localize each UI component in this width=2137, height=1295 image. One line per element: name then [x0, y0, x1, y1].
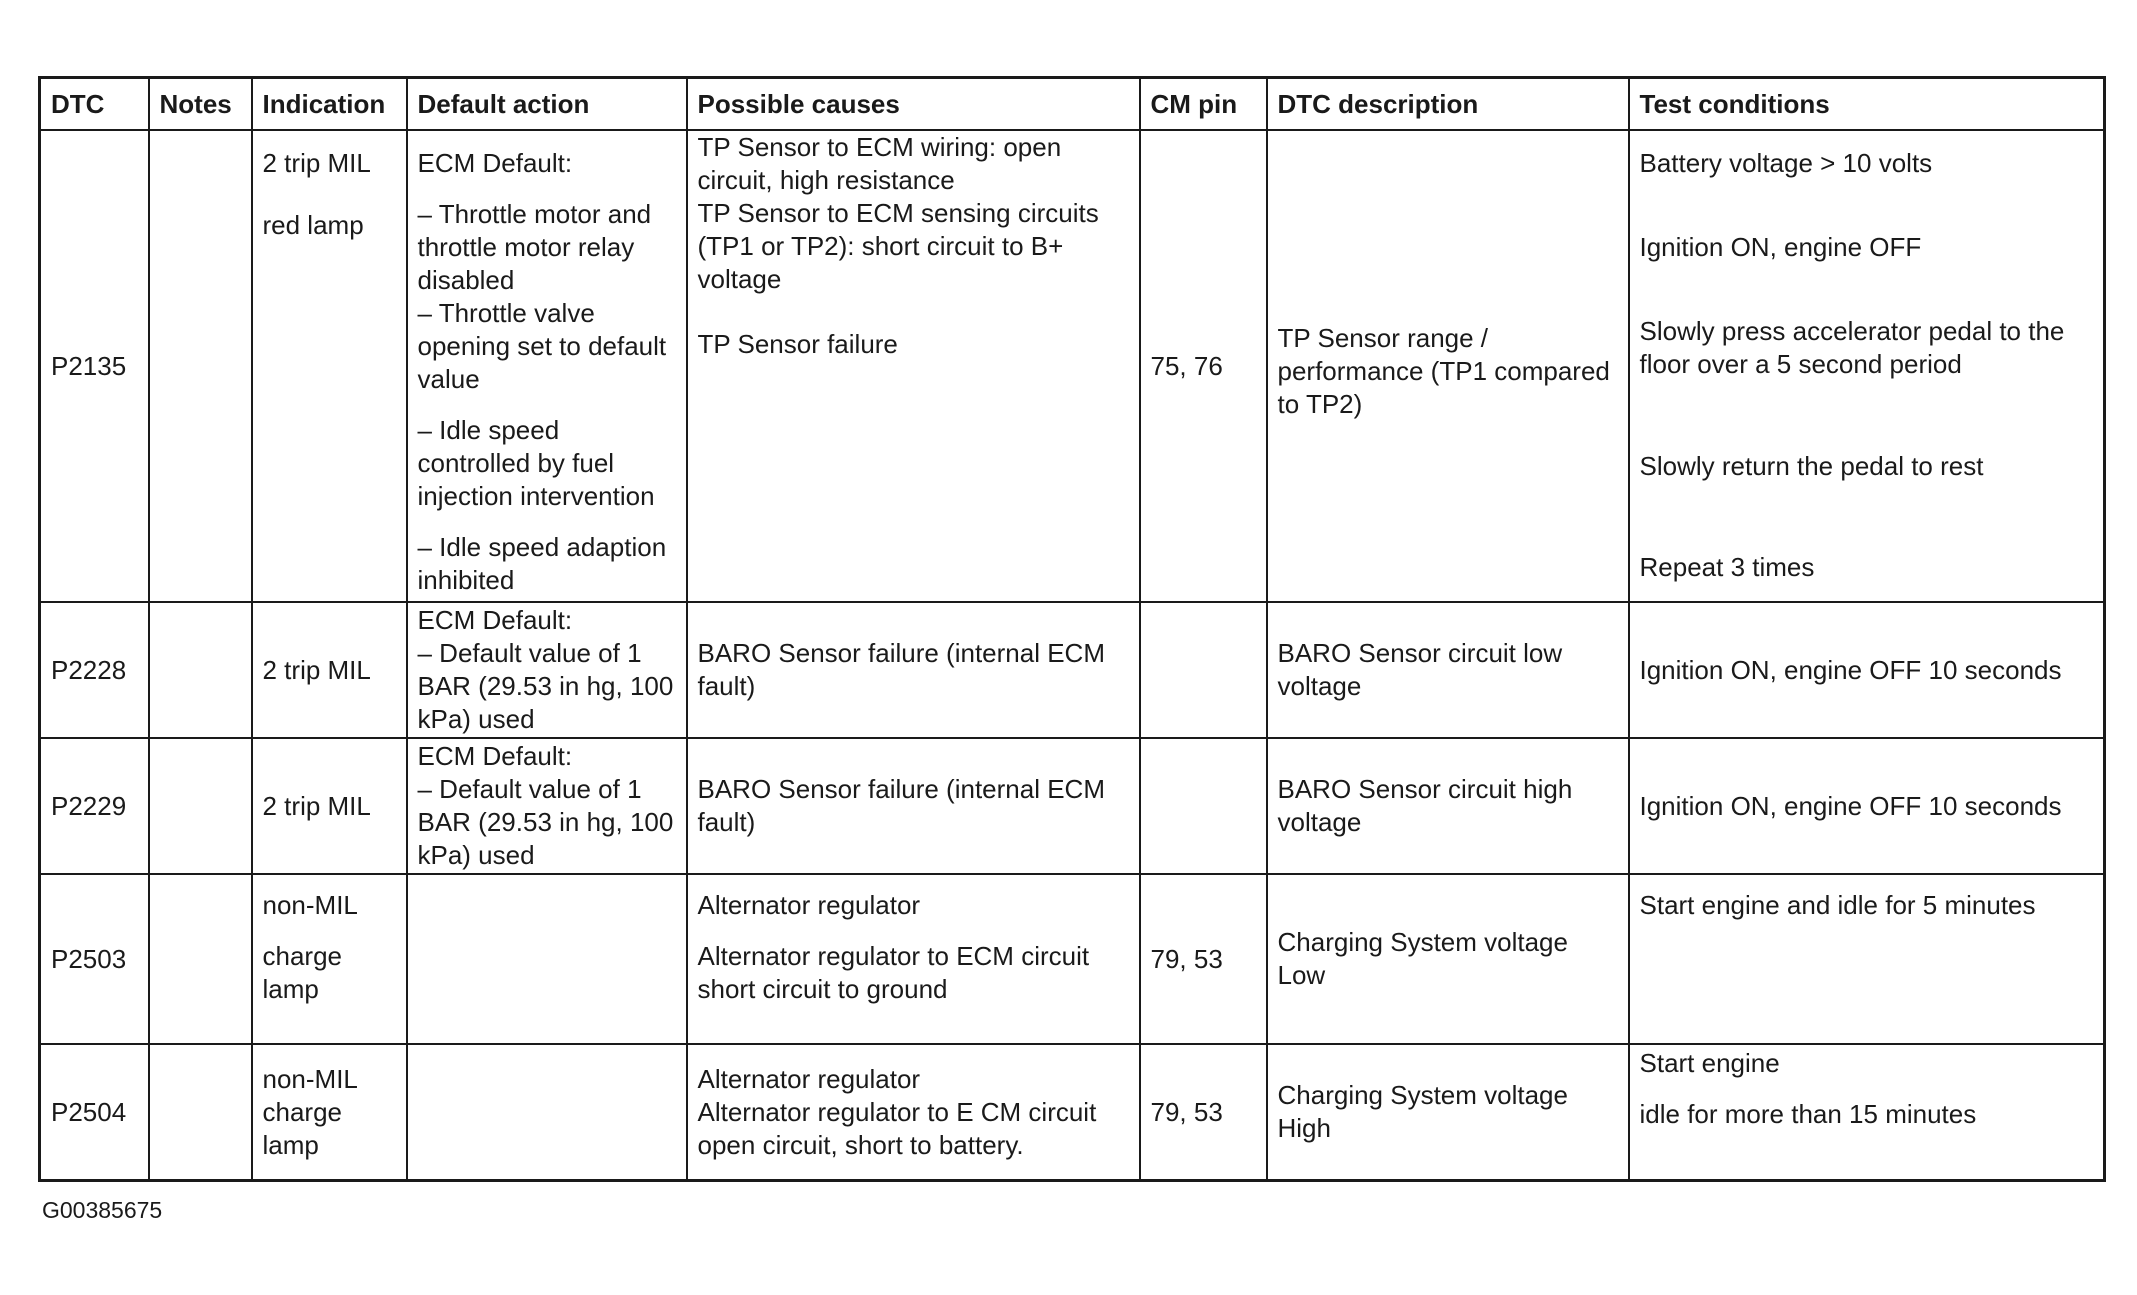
possible-causes-cell: BARO Sensor failure (internal ECM fault) [687, 602, 1140, 738]
default-action-line: – Idle speed controlled by fuel injection intervention [417, 415, 655, 511]
test-condition-line: Battery voltage > 10 volts [1639, 148, 1933, 178]
dtc-code: P2503 [40, 874, 149, 1044]
default-action-line: – Throttle valve opening set to default value [417, 298, 667, 394]
col-header-indication: Indication [252, 78, 407, 131]
dtc-table [38, 76, 2106, 1182]
test-conditions-cell: Start engine and idle for 5 minutes [1629, 874, 2105, 1044]
indication-line: red lamp [262, 210, 364, 240]
indication-line: charge lamp [262, 941, 342, 1005]
cm-pin-cell [1140, 738, 1267, 874]
indication-line: 2 trip MIL [262, 148, 371, 178]
figure-id: G00385675 [42, 1197, 163, 1223]
test-conditions-cell [1629, 1044, 2105, 1180]
cm-pin-cell [1140, 602, 1267, 738]
dtc-description-cell: TP Sensor range / performance (TP1 compared to TP2) [1267, 130, 1629, 602]
default-action-cell [407, 130, 687, 602]
possible-cause-line: TP Sensor failure [697, 329, 898, 359]
col-header-notes: Notes [149, 78, 252, 131]
default-action-line: – Default value of 1 BAR (29.53 in hg, 100 kPa) used [417, 774, 674, 871]
indication-cell: 2 trip MIL [252, 738, 407, 874]
notes-cell [149, 1044, 252, 1180]
indication-cell: 2 trip MIL [252, 602, 407, 738]
dtc-code: P2228 [40, 602, 149, 738]
cm-pin-cell: 75, 76 [1140, 130, 1267, 602]
possible-cause-line: TP Sensor to ECM wiring: open circuit, high resistance [697, 132, 1062, 195]
notes-cell [149, 602, 252, 738]
test-condition-line: Slowly press accelerator pedal to the floor over a 5 second period [1639, 316, 2065, 379]
possible-causes-cell: BARO Sensor failure (internal ECM fault) [687, 738, 1140, 874]
test-condition-line: idle for more than 15 minutes [1639, 1099, 1977, 1130]
col-header-test-conditions: Test conditions [1629, 78, 2105, 131]
default-action-line: ECM Default: [417, 741, 573, 772]
cm-pin-cell: 79, 53 [1140, 1044, 1267, 1180]
table-row [40, 738, 2105, 874]
test-conditions-cell: Ignition ON, engine OFF 10 seconds [1629, 738, 2105, 874]
indication-cell [252, 130, 407, 602]
default-action-cell [407, 602, 687, 738]
default-action-line: – Throttle motor and throttle motor relay disabled [417, 199, 652, 295]
table-row [40, 130, 2105, 602]
possible-cause-line: Alternator regulator to ECM circuit short circuit to ground [697, 941, 1090, 1005]
test-condition-line: Ignition ON, engine OFF [1639, 232, 1922, 262]
col-header-dtc: DTC [40, 78, 149, 131]
table-row [40, 874, 2105, 1044]
default-action-cell [407, 738, 687, 874]
dtc-code: P2504 [40, 1044, 149, 1180]
test-conditions-cell: Ignition ON, engine OFF 10 seconds [1629, 602, 2105, 738]
default-action-cell [407, 874, 687, 1044]
cm-pin-cell: 79, 53 [1140, 874, 1267, 1044]
notes-cell [149, 130, 252, 602]
test-condition-line: Slowly return the pedal to rest [1639, 451, 1984, 481]
default-action-line: ECM Default: [417, 605, 573, 636]
dtc-description-cell: Charging System voltage Low [1267, 874, 1629, 1044]
default-action-cell [407, 1044, 687, 1180]
default-action-line: ECM Default: [417, 148, 573, 178]
possible-cause-line: TP Sensor to ECM sensing circuits (TP1 or TP2): short circuit to B+ voltage [697, 198, 1099, 294]
default-action-line: – Idle speed adaption inhibited [417, 532, 667, 595]
dtc-description-cell: BARO Sensor circuit high voltage [1267, 738, 1629, 874]
indication-cell: non-MIL charge lamp [252, 1044, 407, 1180]
test-condition-line: Repeat 3 times [1639, 552, 1815, 582]
table-row [40, 1044, 2105, 1180]
possible-cause-line: Alternator regulator to E CM circuit open circuit, short to battery. [697, 1096, 1097, 1160]
dtc-description-cell: Charging System voltage High [1267, 1044, 1629, 1180]
header-row [40, 78, 2105, 131]
indication-line: non-MIL [262, 890, 358, 921]
dtc-code: P2135 [40, 130, 149, 602]
table-row [40, 602, 2105, 738]
possible-cause-line: Alternator regulator [697, 890, 921, 921]
col-header-cm-pin: CM pin [1140, 78, 1267, 131]
col-header-possible-causes: Possible causes [687, 78, 1140, 131]
default-action-line: – Default value of 1 BAR (29.53 in hg, 100 kPa) used [417, 638, 674, 735]
col-header-dtc-description: DTC description [1267, 78, 1629, 131]
possible-causes-cell [687, 1044, 1140, 1180]
indication-cell [252, 874, 407, 1044]
possible-cause-line: Alternator regulator [697, 1063, 921, 1094]
test-conditions-cell [1629, 130, 2105, 602]
possible-causes-cell [687, 874, 1140, 1044]
notes-cell [149, 874, 252, 1044]
dtc-description-cell: BARO Sensor circuit low voltage [1267, 602, 1629, 738]
possible-causes-cell [687, 130, 1140, 602]
notes-cell [149, 738, 252, 874]
test-condition-line: Start engine [1639, 1048, 1780, 1079]
dtc-code: P2229 [40, 738, 149, 874]
col-header-default-action: Default action [407, 78, 687, 131]
